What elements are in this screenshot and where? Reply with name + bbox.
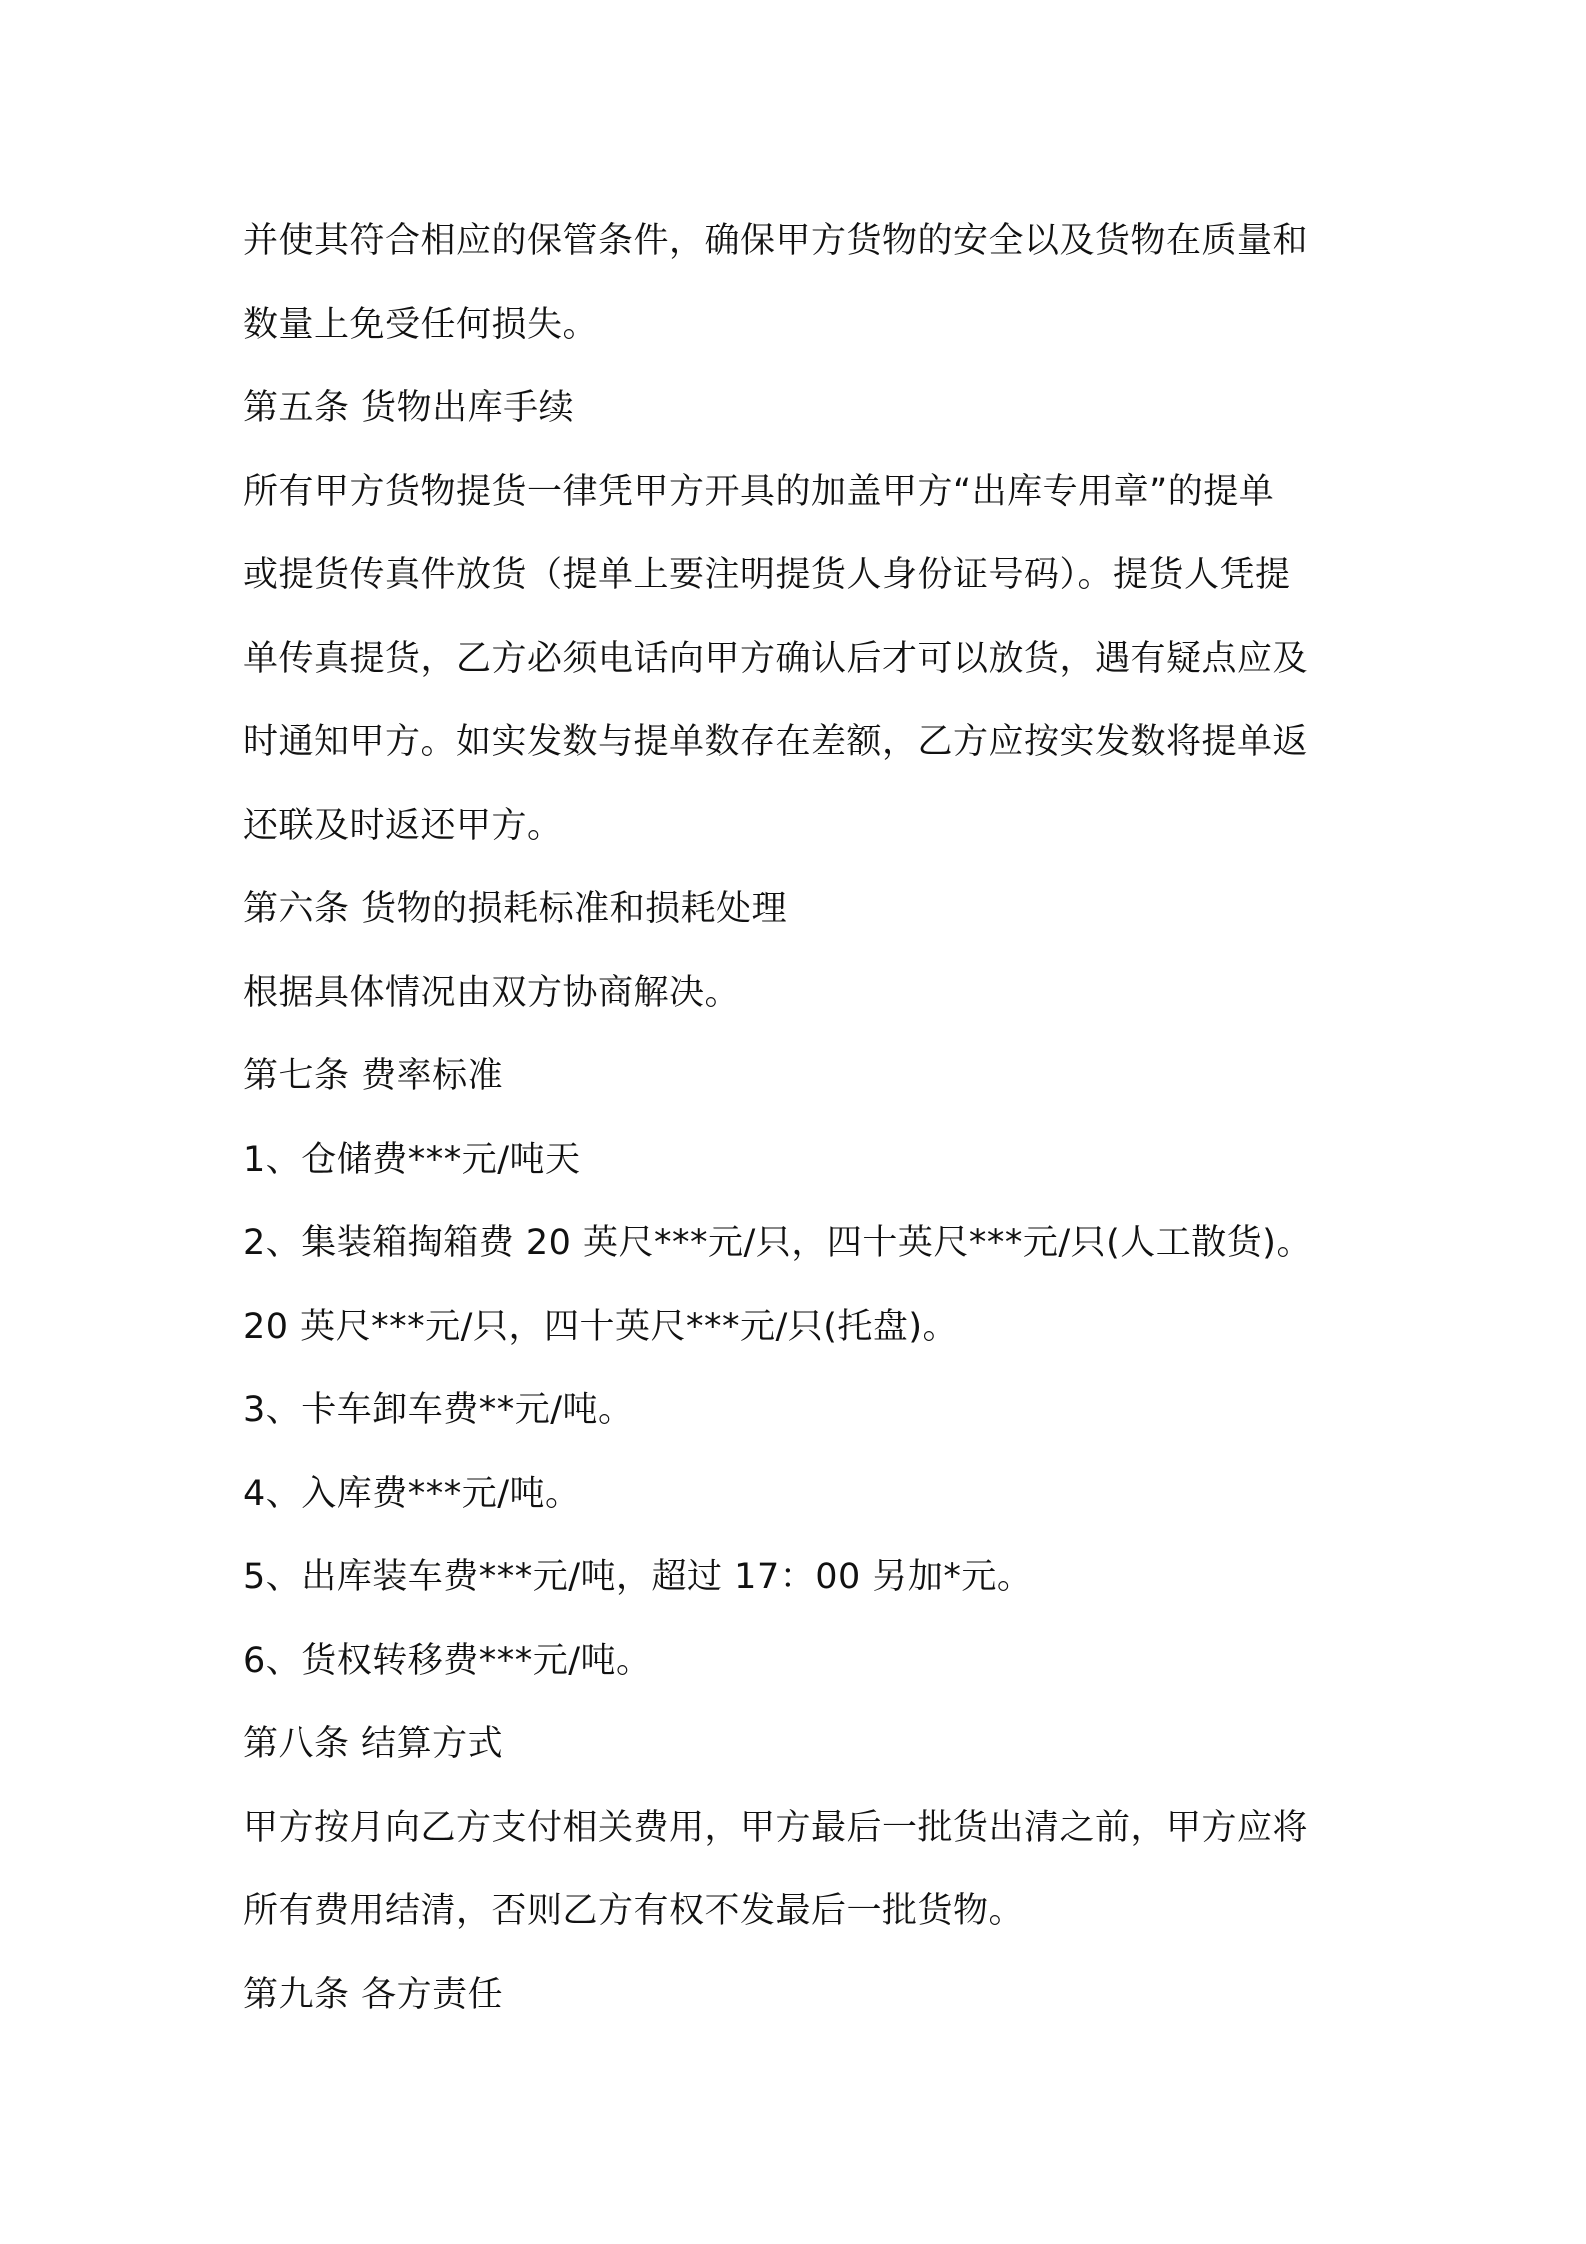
fee-item: 6、货权转移费***元/吨。 [243, 1640, 652, 1681]
paragraph-line: 还联及时返还甲方。 [243, 805, 563, 846]
article-heading: 第九条 各方责任 [243, 1974, 504, 2015]
fee-item: 2、集装箱掏箱费 20 英尺***元/只，四十英尺***元/只(人工散货)。 [243, 1223, 1312, 1263]
article-heading: 第七条 费率标准 [243, 1056, 504, 1096]
document-body [243, 200, 1363, 2037]
paragraph-line: 单传真提货，乙方必须电话向甲方确认后才可以放货，遇有疑点应及 [243, 638, 1309, 679]
fee-item: 20 英尺***元/只，四十英尺***元/只(托盘)。 [243, 1306, 959, 1347]
paragraph-line: 根据具体情况由双方协商解决。 [243, 972, 741, 1013]
fee-item: 4、入库费***元/吨。 [243, 1473, 581, 1514]
paragraph-line: 时通知甲方。如实发数与提单数存在差额，乙方应按实发数将提单返 [243, 722, 1309, 762]
paragraph-line: 或提货传真件放货（提单上要注明提货人身份证号码）。提货人凭提 [243, 555, 1291, 595]
article-heading: 第六条 货物的损耗标准和损耗处理 [243, 889, 788, 929]
paragraph-line: 并使其符合相应的保管条件，确保甲方货物的安全以及货物在质量和 [243, 221, 1309, 261]
paragraph-line: 所有甲方货物提货一律凭甲方开具的加盖甲方“出库专用章”的提单 [243, 471, 1275, 512]
fee-item: 5、出库装车费***元/吨，超过 17：00 另加*元。 [243, 1557, 1033, 1597]
fee-item: 3、卡车卸车费**元/吨。 [243, 1390, 634, 1430]
paragraph-line: 甲方按月向乙方支付相关费用，甲方最后一批货出清之前，甲方应将 [243, 1807, 1309, 1848]
paragraph-line: 数量上免受任何损失。 [243, 304, 599, 345]
article-heading: 第八条 结算方式 [243, 1724, 504, 1764]
article-heading: 第五条 货物出库手续 [243, 388, 575, 428]
fee-item: 1、仓储费***元/吨天 [243, 1139, 581, 1180]
paragraph-line: 所有费用结清，否则乙方有权不发最后一批货物。 [243, 1891, 1025, 1931]
